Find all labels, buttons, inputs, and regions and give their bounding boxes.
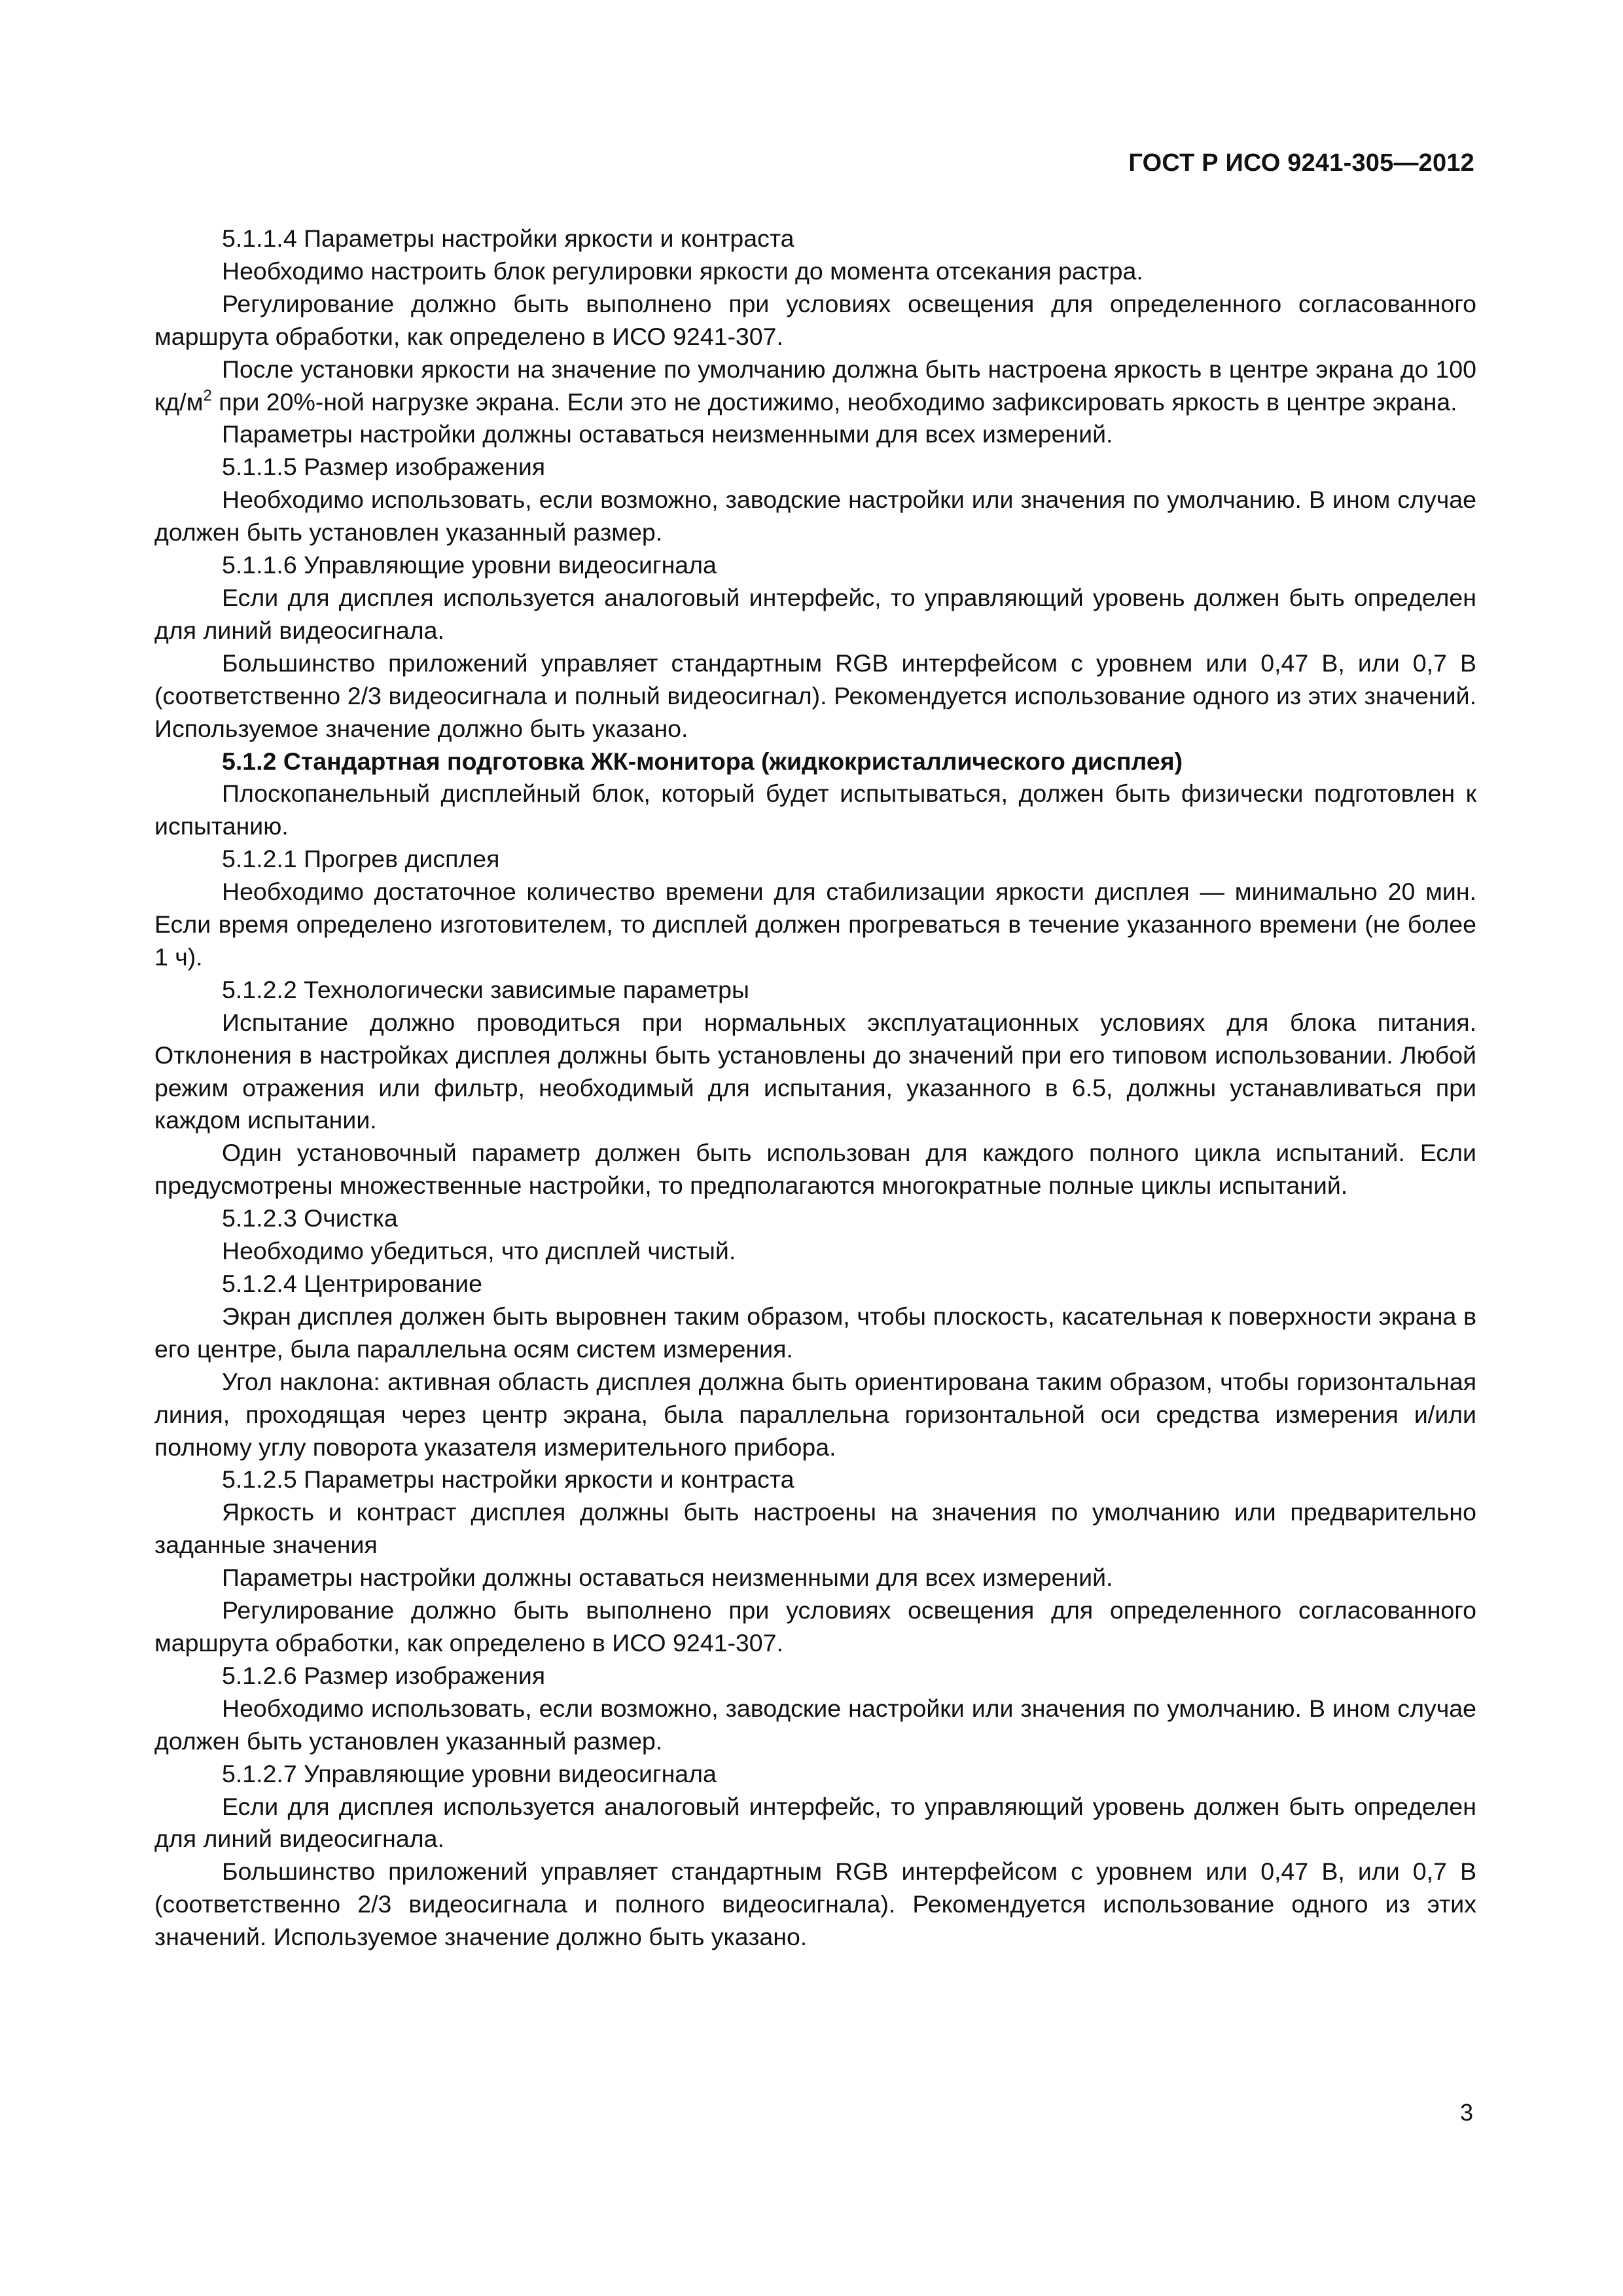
paragraph: Если для дисплея используется аналоговый интерфейс, то управляющий уровень должен быть определен для линий видеосигнала.	[154, 1792, 1476, 1853]
paragraph: Яркость и контраст дисплея должны быть настроены на значения по умолчанию или предварительно заданные значения	[154, 1498, 1476, 1559]
document-body	[154, 223, 1476, 1954]
section-heading-5-1-2-7: 5.1.2.7 Управляющие уровни видеосигнала	[222, 1759, 717, 1787]
paragraph: Большинство приложений управляет стандартным RGB интерфейсом с уровнем или 0,47 В, или 0,7 В (соответственно 2/3 видеосигнала и полного видеосигнала). Рекомендуется использование одного из этих значений. Используемое значение должно быть указано.	[154, 1857, 1476, 1951]
standard-header: ГОСТ Р ИСО 9241-305—2012	[1128, 149, 1474, 177]
paragraph: Регулирование должно быть выполнено при условиях освещения для определенного согласованного маршрута обработки, как определено в ИСО 9241-307.	[154, 1596, 1476, 1657]
section-heading-5-1-2-2: 5.1.2.2 Технологически зависимые параметры	[222, 975, 749, 1003]
section-heading-5-1-2-4: 5.1.2.4 Центрирование	[222, 1270, 482, 1297]
paragraph: Необходимо убедиться, что дисплей чистый.	[222, 1237, 736, 1265]
section-heading-5-1-2: 5.1.2 Стандартная подготовка ЖК-монитора (жидкокристаллического дисплея)	[222, 747, 1183, 775]
section-heading-5-1-2-6: 5.1.2.6 Размер изображения	[222, 1661, 546, 1689]
paragraph: Параметры настройки должны оставаться неизменными для всех измерений.	[222, 420, 1113, 448]
paragraph: Параметры настройки должны оставаться неизменными для всех измерений.	[222, 1564, 1113, 1592]
paragraph: Один установочный параметр должен быть использован для каждого полного цикла испытаний. Если предусмотрены множественные настройки, то предполагаются многократные полные циклы испытаний.	[154, 1139, 1476, 1200]
paragraph-text: при 20%-ной нагрузке экрана. Если это не достижимо, необходимо зафиксировать яркость в центре экрана.	[211, 387, 1457, 416]
section-heading-5-1-2-3: 5.1.2.3 Очистка	[222, 1204, 398, 1232]
paragraph: Экран дисплея должен быть выровнен таким образом, чтобы плоскость, касательная к поверхности экрана в его центре, была параллельна осям систем измерения.	[154, 1302, 1476, 1363]
paragraph: Испытание должно проводиться при нормальных эксплуатационных условиях для блока питания. Отклонения в настройках дисплея должны быть установлены до значений при его типовом использовании. Любой режим отражения или фильтр, необходимый для испытания, указанного в 6.5, должны устанавливаться при каждом испытании.	[154, 1008, 1476, 1134]
paragraph: Если для дисплея используется аналоговый интерфейс, то управляющий уровень должен быть определен для линий видеосигнала.	[154, 583, 1476, 644]
section-heading-5-1-2-5: 5.1.2.5 Параметры настройки яркости и контраста	[222, 1465, 794, 1494]
page-number: 3	[1459, 2099, 1473, 2126]
paragraph: Необходимо использовать, если возможно, заводские настройки или значения по умолчанию. В ином случае должен быть установлен указанный размер.	[154, 1694, 1476, 1755]
paragraph-luminance	[154, 353, 1476, 419]
paragraph: Угол наклона: активная область дисплея должна быть ориентирована таким образом, чтобы горизонтальная линия, проходящая через центр экрана, была параллельна горизонтальной оси средства измерения и/или полному углу поворота указателя измерительного прибора.	[154, 1367, 1476, 1461]
paragraph: Регулирование должно быть выполнено при условиях освещения для определенного согласованного маршрута обработки, как определено в ИСО 9241-307.	[154, 289, 1476, 350]
paragraph: Необходимо достаточное количество времени для стабилизации яркости дисплея — минимально 20 мин. Если время определено изготовителем, то дисплей должен прогреваться в течение указанного времени (не более 1 ч).	[154, 878, 1476, 971]
section-heading-5-1-2-1: 5.1.2.1 Прогрев дисплея	[222, 845, 500, 873]
superscript: 2	[203, 386, 212, 404]
paragraph: Плоскопанельный дисплейный блок, который будет испытываться, должен быть физически подготовлен к испытанию.	[154, 780, 1476, 840]
section-heading-5-1-1-4: 5.1.1.4 Параметры настройки яркости и контраста	[222, 224, 794, 252]
section-heading-5-1-1-6: 5.1.1.6 Управляющие уровни видеосигнала	[222, 551, 717, 579]
paragraph: Большинство приложений управляет стандартным RGB интерфейсом с уровнем или 0,47 В, или 0,7 В (соответственно 2/3 видеосигнала и полный видеосигнал). Рекомендуется использование одного из этих значений. Используемое значение должно быть указано.	[154, 649, 1476, 742]
section-heading-5-1-1-5: 5.1.1.5 Размер изображения	[222, 453, 546, 481]
paragraph: Необходимо использовать, если возможно, заводские настройки или значения по умолчанию. В ином случае должен быть установлен указанный размер.	[154, 486, 1476, 547]
paragraph-text: После установки яркости на значение по умолчанию должна быть настроена яркость в центре экрана до 100 кд/м	[154, 355, 1476, 416]
paragraph: Необходимо настроить блок регулировки яркости до момента отсекания растра.	[222, 257, 1143, 285]
